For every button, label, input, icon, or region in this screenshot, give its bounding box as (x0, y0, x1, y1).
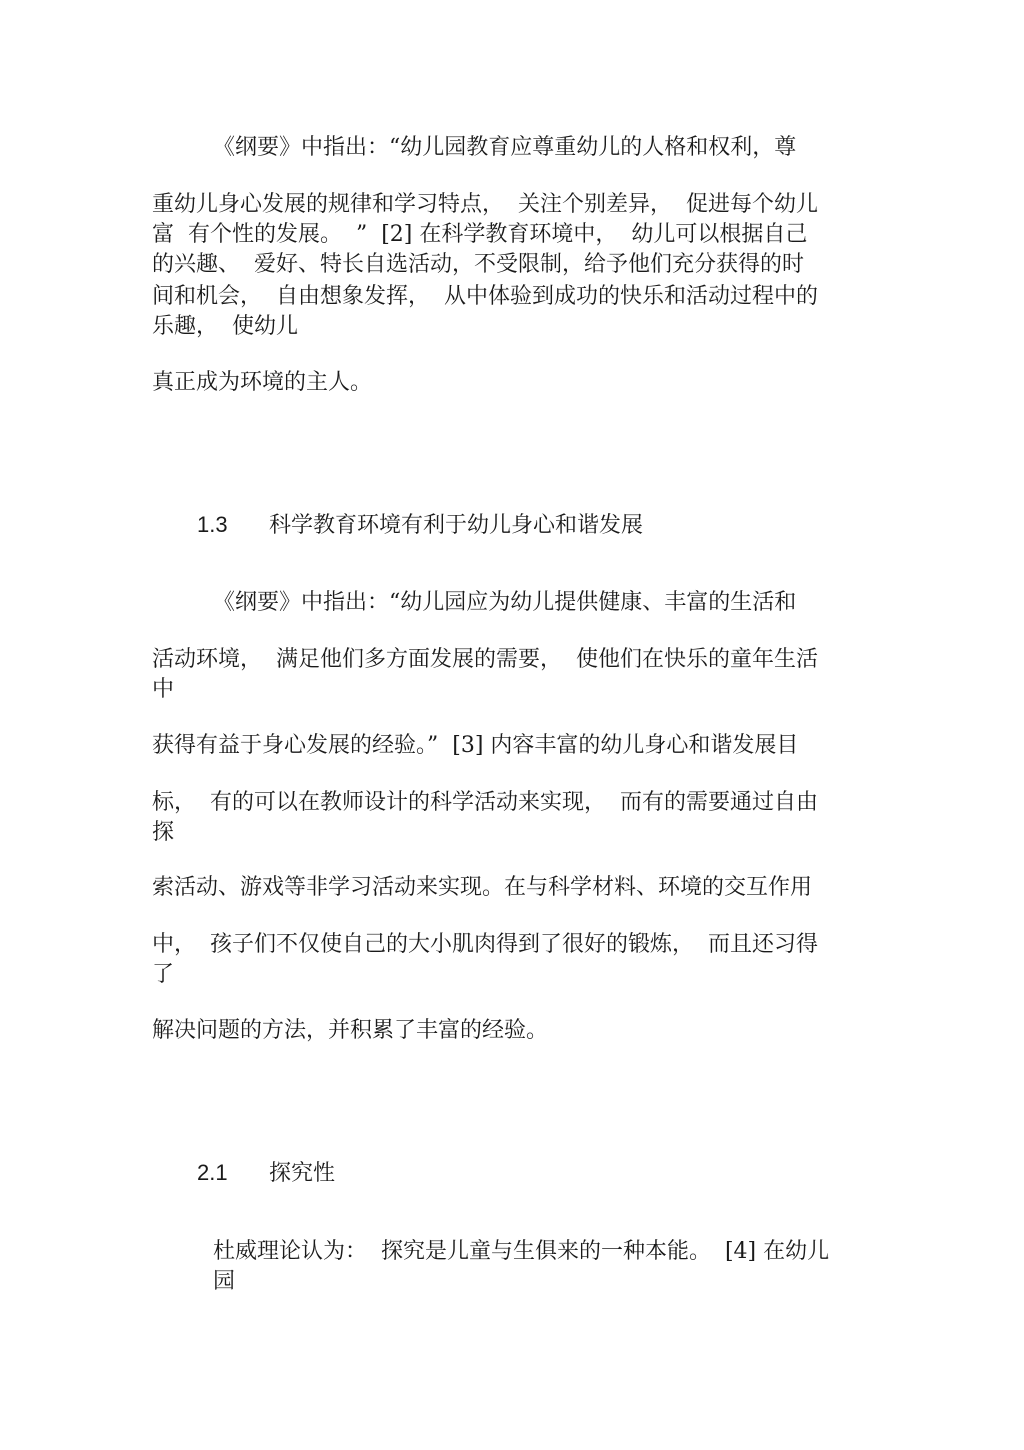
paragraph-2-line-4: 获得有益于身心发展的经验。” [3] 内容丰富的幼儿身心和谐发展目 (152, 733, 799, 758)
paragraph-1-line-1: 《纲要》中指出：“幼儿园教育应尊重幼儿的人格和权利，尊 (213, 135, 797, 160)
paragraph-2-line-8: 中， 孩子们不仅使自己的大小肌肉得到了很好的锻炼， 而且还习得 (152, 932, 818, 957)
paragraph-2-line-5: 标， 有的可以在教师设计的科学活动来实现， 而有的需要通过自由 (152, 790, 818, 815)
paragraph-2-line-1: 《纲要》中指出：“幼儿园应为幼儿提供健康、丰富的生活和 (213, 590, 797, 615)
paragraph-1-line-3: 富 有个性的发展。 ” [2] 在科学教育环境中， 幼儿可以根据自己 (152, 222, 808, 247)
paragraph-1-line-4: 的兴趣、 爱好、特长自选活动，不受限制，给予他们充分获得的时 (152, 252, 804, 277)
section-number: 1.3 (197, 512, 228, 537)
paragraph-2-line-7: 索活动、游戏等非学习活动来实现。在与科学材料、环境的交互作用 (152, 875, 813, 900)
paragraph-1-line-7: 真正成为环境的主人。 (152, 370, 373, 395)
section-title: 探究性 (269, 1161, 336, 1186)
paragraph-1-line-2: 重幼儿身心发展的规律和学习特点， 关注个别差异， 促进每个幼儿 (152, 192, 818, 217)
paragraph-2-line-10: 解决问题的方法，并积累了丰富的经验。 (152, 1018, 549, 1043)
paragraph-1-line-6: 乐趣， 使幼儿 (152, 314, 298, 339)
section-heading-1-3 (183, 480, 643, 541)
section-number: 2.1 (197, 1160, 228, 1185)
paragraph-2-line-2: 活动环境， 满足他们多方面发展的需要， 使他们在快乐的童年生活 (152, 647, 818, 672)
paragraph-3-line-1: 杜威理论认为： 探究是儿童与生俱来的一种本能。 [4] 在幼儿 (213, 1239, 830, 1264)
paragraph-1-line-5: 间和机会， 自由想象发挥， 从中体验到成功的快乐和活动过程中的 (152, 284, 818, 309)
paragraph-3-line-2: 园 (213, 1269, 236, 1294)
paragraph-2-line-3: 中 (152, 677, 175, 702)
paragraph-2-line-9: 了 (152, 962, 175, 987)
section-title: 科学教育环境有利于幼儿身心和谐发展 (269, 513, 644, 538)
section-heading-2-1 (183, 1128, 335, 1189)
paragraph-2-line-6: 探 (152, 820, 175, 845)
